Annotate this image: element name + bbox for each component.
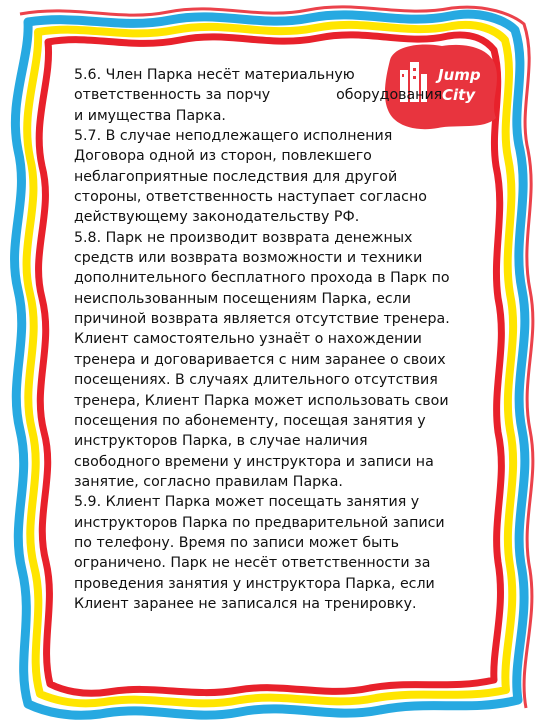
text-line: Договора одной из сторон, повлекшего xyxy=(74,148,372,165)
text-line: инструкторов Парка, в случае наличия xyxy=(74,433,368,450)
text-line: неиспользованным посещениям Парка, если xyxy=(74,290,411,307)
text-line: посещениях. В случаях длительного отсутствия xyxy=(74,372,438,389)
rules-text xyxy=(74,65,474,614)
text-line: действующему законодательству РФ. xyxy=(74,209,360,226)
text-line: 5.7. В случае неподлежащего исполнения xyxy=(74,128,393,145)
text-line: 5.6. Член Парка несёт материальную xyxy=(74,67,355,83)
text-line: тренера и договаривается с ним заранее о своих xyxy=(74,351,446,368)
text-line: стороны, ответственность наступает согласно xyxy=(74,189,427,206)
text-line: посещения по абонементу, посещая занятия у xyxy=(74,412,426,429)
text-line: неблагоприятные последствия для другой xyxy=(74,168,398,185)
text-line: причиной возврата является отсутствие тренера. xyxy=(74,311,450,328)
text-line: тренера, Клиент Парка может использовать свои xyxy=(74,392,449,409)
text-line xyxy=(74,85,474,105)
text-line: свободного времени у инструктора и записи на xyxy=(74,453,434,470)
logo-text-jump: Jump xyxy=(438,66,481,84)
text-fragment: ответственность за порчу xyxy=(74,87,271,104)
text-line: средств или возврата возможности и техники xyxy=(74,250,423,267)
text-line: инструкторов Парка по предварительной записи xyxy=(74,514,445,531)
text-line: и имущества Парка. xyxy=(74,107,226,124)
text-line: 5.8. Парк не производит возврата денежных xyxy=(74,229,413,246)
text-line: дополнительного бесплатного прохода в Парк по xyxy=(74,270,450,287)
text-fragment: оборудования xyxy=(336,87,443,104)
text-line: Клиент заранее не записался на тренировку. xyxy=(74,595,417,612)
text-line: занятие, согласно правилам Парка. xyxy=(74,473,343,490)
logo-text-city: City xyxy=(442,86,476,104)
text-line: по телефону. Время по записи может быть xyxy=(74,534,399,551)
text-line: Клиент самостоятельно узнаёт о нахождении xyxy=(74,331,422,348)
text-line: ограничено. Парк не несёт ответственности за xyxy=(74,555,431,572)
text-line: проведения занятия у инструктора Парка, если xyxy=(74,575,435,592)
text-line: 5.9. Клиент Парка может посещать занятия у xyxy=(74,494,420,511)
